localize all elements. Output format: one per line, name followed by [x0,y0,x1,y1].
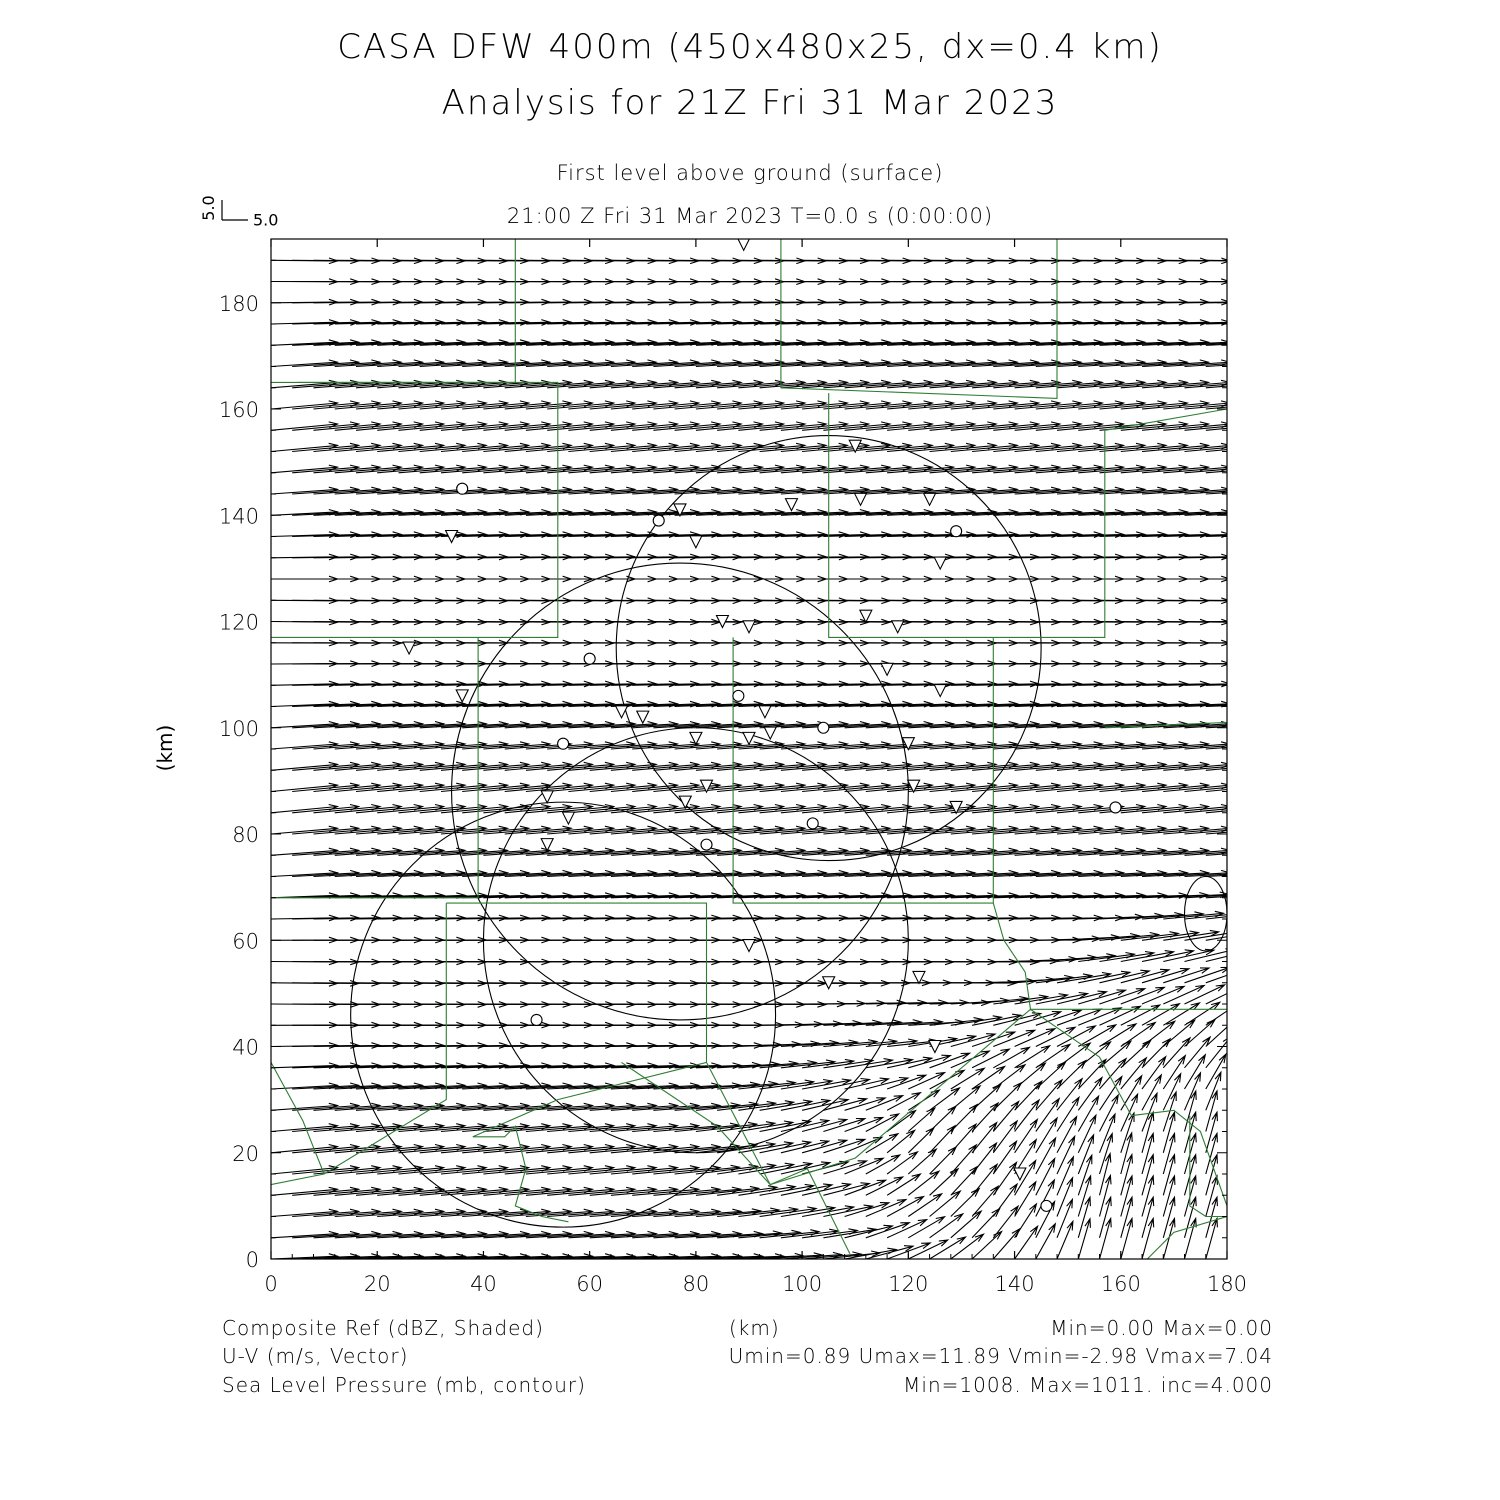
wind-arrow [271,681,338,687]
wind-arrow [1206,1176,1218,1217]
wind-arrow [1036,1118,1057,1153]
field2-stats: Umin=0.89 Umax=11.89 Vmin=-2.98 Vmax=7.04 [728,1344,1273,1368]
station-triangle [934,557,946,569]
y-tick-label: 180 [218,291,259,316]
valid-time-label: 21:00 Z Fri 31 Mar 2023 T=0.0 s (0:00:00) [506,204,994,228]
station-triangle [1014,1168,1026,1180]
wind-arrow [1057,1097,1079,1131]
wind-arrow [908,1194,941,1217]
wind-arrow [1206,1197,1218,1238]
wind-arrow [930,1214,963,1238]
wind-arrow [1142,1176,1154,1217]
wind-arrow [1121,1133,1132,1174]
chart-title: CASA DFW 400m (450x480x25, dx=0.4 km) [337,27,1163,67]
x-axis-label: (km) [729,1316,780,1340]
station-triangle [743,732,755,744]
wind-arrow [1100,1154,1111,1196]
wind-arrow [1206,299,1273,305]
wind-arrow [1100,1077,1122,1111]
wind-arrow [1078,1096,1098,1131]
county-boundary [271,903,446,1185]
station-triangle [637,711,649,723]
wind-arrow [1121,1023,1156,1047]
station-triangle [924,493,936,505]
y-axis-label: (km) [153,724,177,772]
wind-arrow [930,1191,961,1216]
wind-arrow [1206,619,1273,625]
wind-arrow [1057,1157,1073,1195]
wind-arrow [1100,1218,1112,1259]
wind-arrow [951,1051,990,1068]
station-triangle [456,690,468,702]
station-circle [733,690,744,701]
wind-arrow [887,1152,917,1174]
wind-arrow [1078,1176,1091,1217]
wind-arrow [1185,1218,1197,1259]
wind-arrow [1163,1197,1175,1238]
wind-arrow [1206,826,1273,834]
station-circle [558,738,569,749]
wind-arrow [993,1121,1017,1153]
county-boundary [707,1062,850,1253]
vector-key-u-label: 5.0 [253,210,279,230]
wind-arrow [1121,1176,1133,1217]
wind-arrow [1036,1138,1056,1174]
x-tick-label: 20 [363,1272,391,1296]
station-triangle [855,493,867,505]
wind-arrow [1078,1115,1096,1153]
station-triangle [743,621,755,633]
x-tick-label: 80 [682,1272,710,1296]
wind-arrow [951,1124,976,1153]
wind-arrow [1100,1197,1112,1238]
station-triangle [785,499,797,511]
wind-arrow [1206,576,1273,582]
station-triangle [541,791,553,803]
station-triangle [562,812,574,824]
wind-arrow [1206,640,1273,646]
wind-arrow [993,1141,1016,1174]
y-tick-label: 60 [232,929,259,954]
y-tick-label: 140 [218,504,259,529]
wind-arrow [1142,1075,1161,1110]
wind-arrow [1206,1002,1241,1025]
wind-arrow [1206,422,1273,430]
county-boundary [271,1062,324,1174]
wind-arrow [1121,1155,1133,1196]
station-triangle [892,621,904,633]
y-tick-label: 160 [218,398,259,422]
wind-arrow [1163,1218,1175,1259]
wind-arrow [887,1174,920,1195]
wind-arrow [1015,1161,1036,1196]
wind-arrow [1163,986,1204,1005]
wind-arrow [951,1234,984,1259]
station-triangle [403,642,415,654]
station-triangle [690,536,702,548]
wind-arrow [1206,661,1273,667]
wind-arrow [866,1114,899,1132]
wind-arrow [1206,967,1251,983]
wind-arrow [1163,1133,1175,1174]
wind-arrow [1185,1055,1206,1089]
wind-arrow [908,1171,939,1195]
station-circle [807,818,818,829]
station-triangle [759,706,771,718]
station-circle [818,722,829,733]
wind-arrow [1036,1099,1059,1132]
wind-arrow [1121,1218,1133,1259]
county-boundary [781,239,1057,398]
station-triangle [913,971,925,983]
station-triangle [934,685,946,697]
wind-arrow [1078,1197,1090,1238]
x-tick-label: 120 [888,1272,929,1296]
wind-arrow [1057,1178,1073,1217]
x-tick-label: 40 [470,1272,497,1296]
wind-arrow [1185,1002,1220,1025]
vector-key-v-label: 5.0 [199,195,218,221]
station-circle [653,515,664,526]
y-tick-label: 0 [245,1248,259,1272]
wind-arrow [1057,1199,1072,1237]
wind-arrow [1142,1218,1154,1259]
station-circle [1041,1200,1052,1211]
y-tick-label: 20 [232,1141,259,1166]
wind-arrow [1206,762,1273,770]
wind-arrow [1206,279,1273,285]
wind-arrow [1121,1005,1160,1025]
field2-name: U-V (m/s, Vector) [222,1344,409,1368]
y-tick-label: 40 [232,1035,259,1060]
field3-name: Sea Level Pressure (mb, contour) [222,1373,586,1397]
station-triangle [679,796,691,808]
wind-arrow [1142,1133,1154,1174]
wind-arrow [1015,1182,1036,1217]
wind-arrow [1078,1155,1092,1195]
station-circle [584,653,595,664]
station-circle [951,526,962,537]
wind-arrow [1206,598,1273,604]
wind-arrow [1078,1219,1090,1259]
wind-arrow [1163,1176,1175,1217]
field3-stats: Min=1008. Max=1011. inc=4.000 [903,1373,1273,1397]
wind-arrow [1206,911,1265,919]
wind-arrow [1206,401,1273,409]
wind-arrow [1142,1112,1154,1153]
wind-arrow [1100,1175,1112,1216]
wind-arrow [1163,1112,1175,1153]
wind-arrow [1078,1078,1102,1111]
wind-arrow [1121,1197,1133,1238]
wind-vectors [271,258,1272,1259]
station-circle [701,839,712,850]
station-circle [1110,802,1121,813]
wind-arrow [1163,1155,1175,1196]
wind-arrow [1206,1112,1218,1153]
wind-arrow [1100,1059,1127,1089]
wind-arrow [1206,443,1273,451]
x-tick-label: 180 [1206,1272,1248,1296]
station-circle [531,1014,542,1025]
wind-arrow [1036,1224,1056,1259]
x-tick-label: 100 [782,1272,823,1296]
x-tick-label: 60 [576,1272,604,1296]
wind-arrow [1015,1029,1055,1047]
x-tick-label: 0 [264,1272,278,1296]
range-ring [351,802,776,1227]
wind-arrow [1142,1155,1154,1196]
chart-subtitle: Analysis for 21Z Fri 31 Mar 2023 [441,83,1059,123]
wind-arrow [1100,1024,1137,1047]
wind-arrow [1206,1218,1218,1259]
wind-arrow [1206,1133,1218,1174]
field1-stats: Min=0.00 Max=0.00 [1050,1316,1273,1340]
wind-arrow [1036,1027,1075,1046]
wind-arrow [1057,1117,1077,1153]
wind-arrow [1078,1135,1093,1174]
wind-arrow [887,1130,915,1152]
station-triangle [881,663,893,675]
wind-arrow [1206,258,1273,264]
wind-arrow [1036,1159,1055,1196]
wind-arrow [1206,465,1273,473]
station-triangle [738,238,750,250]
wind-arrow [1057,1221,1073,1259]
wind-arrow [972,1049,1009,1068]
wind-arrow [1206,985,1246,1005]
wind-arrow [1206,805,1273,813]
station-circle [457,483,468,494]
y-tick-label: 80 [232,823,259,847]
wind-arrow [1121,1076,1142,1111]
wind-arrow [271,320,338,326]
x-tick-label: 160 [1100,1272,1141,1296]
wind-arrow [1142,1057,1166,1089]
wind-arrow [1057,1136,1075,1174]
station-triangle [764,727,776,739]
wind-arrow [1185,985,1225,1004]
x-tick-label: 140 [994,1272,1035,1296]
wind-arrow [1100,1041,1131,1068]
y-tick-label: 100 [218,716,259,741]
wind-arrow [1206,783,1273,791]
y-tick-label: 120 [218,610,259,635]
wind-arrow [866,1134,898,1153]
wind-arrow [1163,1056,1185,1089]
station-triangle [743,940,755,952]
wind-arrow [1142,1197,1154,1238]
field1-name: Composite Ref (dBZ, Shaded) [222,1316,544,1340]
vector-key [199,195,278,229]
wind-arrow [951,1211,981,1238]
level-label: First level above ground (surface) [556,161,944,185]
